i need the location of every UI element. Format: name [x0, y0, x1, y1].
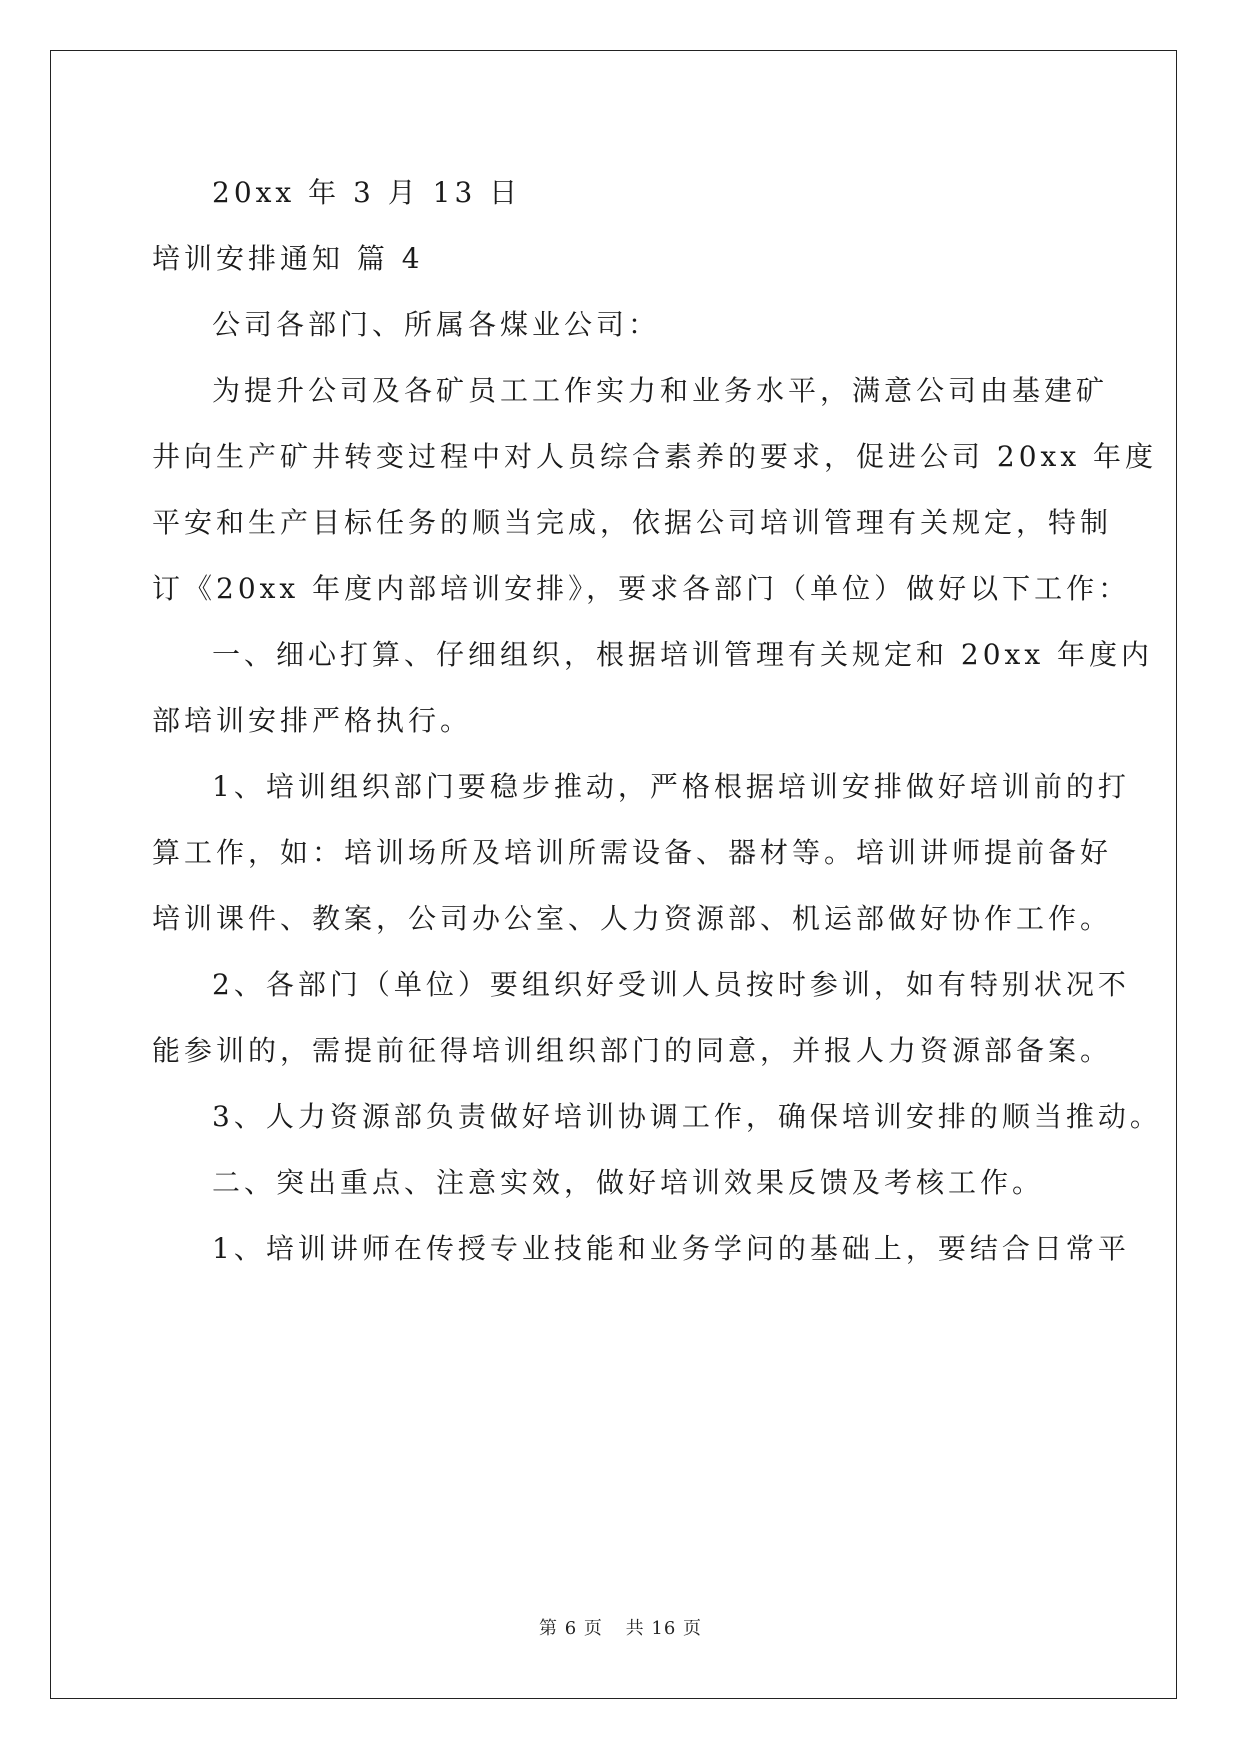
paragraph-line: 3、人力资源部负责做好培训协调工作，确保培训安排的顺当推动。	[212, 1100, 1162, 1133]
paragraph-line: 算工作，如：培训场所及培训所需设备、器材等。培训讲师提前备好	[152, 836, 1113, 869]
page-number: 第 6 页	[539, 1618, 603, 1639]
section-title: 培训安排通知 篇 4	[152, 242, 424, 275]
paragraph-line: 井向生产矿井转变过程中对人员综合素养的要求，促进公司 20xx 年度	[152, 440, 1158, 473]
paragraph-line: 2、各部门（单位）要组织好受训人员按时参训，如有特别状况不	[212, 968, 1130, 1001]
paragraph-line: 能参训的，需提前征得培训组织部门的同意，并报人力资源部备案。	[152, 1034, 1113, 1067]
paragraph-line: 1、培训组织部门要稳步推动，严格根据培训安排做好培训前的打	[212, 770, 1130, 803]
paragraph-line: 为提升公司及各矿员工工作实力和业务水平，满意公司由基建矿	[212, 374, 1109, 407]
paragraph-line: 订《20xx 年度内部培训安排》，要求各部门（单位）做好以下工作：	[152, 572, 1131, 605]
paragraph-line: 二、突出重点、注意实效，做好培训效果反馈及考核工作。	[212, 1166, 1045, 1199]
paragraph-line: 部培训安排严格执行。	[152, 704, 473, 737]
date-line: 20xx 年 3 月 13 日	[212, 176, 522, 209]
document-body	[152, 160, 1162, 1282]
page-total: 共 16 页	[625, 1618, 702, 1639]
paragraph-line: 1、培训讲师在传授专业技能和业务学问的基础上，要结合日常平	[212, 1232, 1130, 1265]
salutation: 公司各部门、所属各煤业公司：	[212, 308, 661, 341]
paragraph-line: 一、细心打算、仔细组织，根据培训管理有关规定和 20xx 年度内	[212, 638, 1154, 671]
paragraph-line: 平安和生产目标任务的顺当完成，依据公司培训管理有关规定，特制	[152, 506, 1113, 539]
page-footer	[0, 1614, 1241, 1640]
paragraph-line: 培训课件、教案，公司办公室、人力资源部、机运部做好协作工作。	[152, 902, 1113, 935]
